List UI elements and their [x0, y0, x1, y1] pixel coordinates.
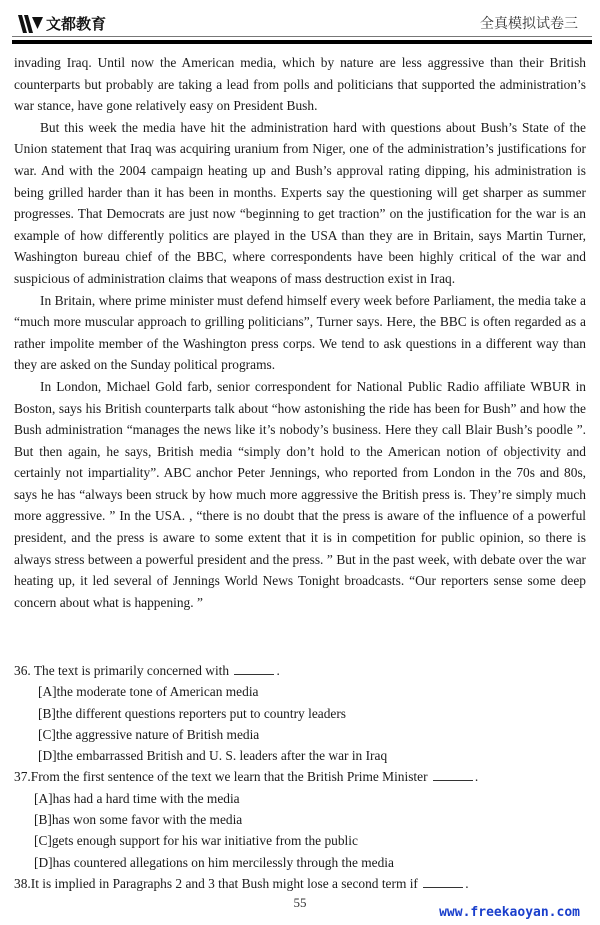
brand-name: 文都教育 — [46, 15, 107, 33]
option-c[interactable]: [C]gets enough support for his war initiative from the public — [34, 833, 358, 849]
exam-title: 全真模拟试卷三 — [480, 16, 578, 32]
passage-paragraph-1: invading Iraq. Until now the American media, which by nature are less aggressive than their British counterparts but probably are taking a lead from polls and politicians that supported the administration’s war stance, have gone relatively easy on President Bush. — [14, 55, 586, 114]
question-text: The text is primarily concerned with — [33, 663, 230, 678]
passage-paragraph-3: In Britain, where prime minister must defend himself every week before Parliament, the media take a “much more muscular approach to grilling politicians”, Turner says. Here, the BBC is often regarded as a rather impolite member of the Washington press corps. We tend to ask questions in a different way than they are asked on the Sunday political programs. — [14, 292, 586, 373]
answer-blank[interactable] — [433, 768, 473, 781]
header-rule-thick — [12, 40, 592, 44]
option-c[interactable]: [C]the aggressive nature of British media — [38, 726, 260, 742]
answer-blank[interactable] — [423, 875, 463, 888]
page-number: 55 — [293, 895, 307, 910]
option-a[interactable]: [A]has had a hard time with the media — [34, 790, 240, 806]
question-37 — [14, 766, 586, 872]
passage-paragraph-2: But this week the media have hit the administration hard with questions about Bush’s State of the Union statement that Iraq was acquiring uranium from Niger, one of the administration’s justifications for war. And with the 2004 campaign heating up and Bush’s approval rating dipping, his administration is being grilled harder than it has been in months. Experts say the questioning will get sharper as summer progresses. That Democrats are just now “beginning to get traction” on the justification for the war is an example of how differently politics are played in the USA than they are in Britain, says Martin Turner, Washington bureau chief of the BBC, where correspondents have been highly critical of the war and suspicious of administration claims that weapons of mass destruction exist in Iraq. — [14, 119, 586, 286]
header-rule-thin — [12, 36, 592, 37]
question-text: It is implied in Paragraphs 2 and 3 that Bush might lose a second term if — [30, 875, 418, 891]
question-stem — [14, 873, 586, 894]
question-number: 37. — [14, 769, 31, 785]
question-end-punct: . — [474, 769, 479, 785]
option-b[interactable]: [B]the different questions reporters put to country leaders — [38, 705, 347, 721]
question-section — [14, 660, 586, 894]
reading-passage — [14, 52, 586, 613]
question-end-punct: . — [465, 875, 469, 891]
option-a[interactable]: [A]the moderate tone of American media — [38, 684, 259, 700]
wendu-logo-icon — [18, 15, 44, 33]
option-b[interactable]: [B]has won some favor with the media — [34, 812, 243, 828]
question-stem — [14, 660, 586, 681]
question-number: 38. — [14, 875, 31, 891]
option-d[interactable]: [D]the embarrassed British and U. S. leaders after the war in Iraq — [38, 748, 388, 764]
option-d[interactable]: [D]has countered allegations on him mercilessly through the media — [34, 854, 394, 870]
question-36 — [14, 660, 586, 766]
question-stem — [14, 766, 586, 787]
brand-logo — [18, 13, 106, 34]
website-watermark[interactable]: www.freekaoyan.com — [439, 905, 580, 920]
question-number: 36. — [14, 663, 31, 678]
answer-blank[interactable] — [234, 662, 274, 675]
question-end-punct: . — [276, 663, 280, 678]
passage-paragraph-4: In London, Michael Gold farb, senior correspondent for National Public Radio affiliate WBUR in Boston, says his British counterparts talk about “how astonishing the ride has been for Bush” and how the Bush administration “manages the news like it’s nobody’s business. Here they call Blair Bush’s poodle ”. But then again, he says, British media “simply don’t hold to the American notion of objectivity and certainly not impartiality”. ABC anchor Peter Jennings, who reported from London in the 70s and 80s, says he has “always been struck by how much more aggressive the British press is. They’re simply much more aggressive. ” In the USA. , “there is no doubt that the press is aware of the influence of a powerful president, and the press is aware to some extent that it is in competition for public opinion, so there is always stress between a powerful president and the press. ” But in the past week, with debate over the war heating up, it led several of Jennings World News Tonight broadcasts. “Our reporters sense some deep concern about what is happening. ” — [14, 378, 586, 610]
question-38 — [14, 873, 586, 894]
question-text: From the first sentence of the text we learn that the British Prime Minister — [30, 769, 428, 785]
